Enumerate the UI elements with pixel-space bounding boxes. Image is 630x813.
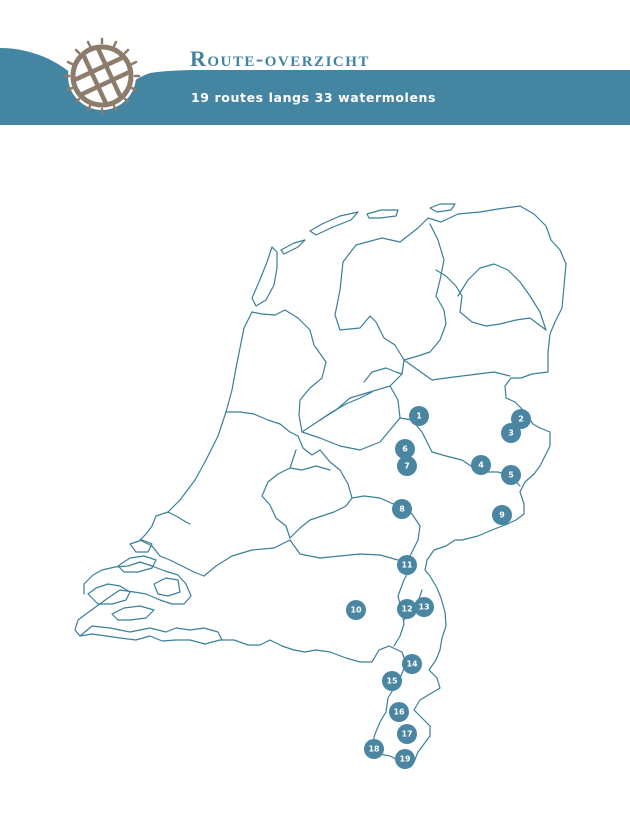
route-marker-9[interactable] — [492, 505, 512, 525]
border-zuid-holland-south — [204, 540, 410, 576]
border-drenthe-overijssel — [404, 360, 510, 380]
route-marker-4[interactable] — [471, 455, 491, 475]
route-marker-label: 18 — [368, 744, 380, 754]
page-subtitle: 19 routes langs 33 watermolens — [191, 90, 437, 105]
island-texel — [252, 247, 277, 306]
island-vlieland — [281, 240, 305, 254]
route-marker-label: 14 — [406, 659, 418, 669]
route-marker-17[interactable] — [397, 724, 417, 744]
country-outline — [75, 206, 566, 768]
route-marker-14[interactable] — [402, 654, 422, 674]
route-marker-5[interactable] — [501, 465, 521, 485]
route-marker-label: 12 — [401, 604, 413, 614]
route-marker-19[interactable] — [395, 749, 415, 769]
route-marker-label: 15 — [386, 676, 398, 686]
border-groningen-drenthe — [436, 270, 546, 330]
zeeland-beveland — [112, 606, 154, 620]
route-marker-label: 11 — [401, 560, 413, 570]
route-marker-18[interactable] — [364, 739, 384, 759]
route-marker-1[interactable] — [409, 406, 429, 426]
route-marker-label: 17 — [401, 729, 413, 739]
route-marker-label: 9 — [499, 510, 505, 520]
route-marker-12[interactable] — [397, 599, 417, 619]
route-marker-label: 3 — [508, 428, 514, 438]
holland-coast — [140, 312, 252, 576]
route-marker-label: 6 — [402, 444, 408, 454]
route-marker-6[interactable] — [395, 439, 415, 459]
route-marker-label: 2 — [518, 414, 524, 424]
island-schiermonnikoog — [430, 204, 455, 212]
route-marker-label: 4 — [478, 460, 484, 470]
zeeland-flanders — [80, 626, 222, 640]
route-marker-label: 1 — [416, 411, 422, 421]
zeeland-tholen — [154, 578, 180, 596]
route-marker-label: 8 — [399, 504, 405, 514]
watermill-wheel-icon — [65, 39, 139, 113]
route-marker-label: 5 — [508, 470, 514, 480]
netherlands-route-map — [0, 130, 630, 813]
route-marker-15[interactable] — [382, 671, 402, 691]
border-flevoland — [302, 386, 400, 450]
route-marker-label: 10 — [350, 605, 362, 615]
route-marker-8[interactable] — [392, 499, 412, 519]
border-utrecht-west — [262, 450, 296, 538]
route-marker-10[interactable] — [346, 600, 366, 620]
nieuwe-waterweg — [168, 512, 190, 524]
route-marker-13[interactable] — [414, 597, 434, 617]
zeeland-walcheren — [88, 584, 130, 604]
route-marker-label: 13 — [418, 602, 430, 612]
route-marker-label: 19 — [399, 754, 411, 764]
zeeland-goeree — [130, 540, 152, 552]
route-marker-3[interactable] — [501, 423, 521, 443]
border-friesland-groningen — [404, 224, 446, 360]
route-marker-16[interactable] — [389, 702, 409, 722]
island-ameland — [367, 210, 398, 218]
island-terschelling — [310, 212, 358, 235]
route-marker-7[interactable] — [397, 456, 417, 476]
border-utrecht-inner — [290, 466, 330, 470]
page-title: Route-overzicht — [190, 46, 370, 71]
border-utrecht-east — [290, 450, 352, 538]
route-marker-11[interactable] — [397, 555, 417, 575]
route-marker-label: 16 — [393, 707, 405, 717]
zeeland-schouwen — [118, 556, 156, 572]
route-marker-label: 7 — [404, 461, 410, 471]
map-outlines — [75, 204, 566, 768]
